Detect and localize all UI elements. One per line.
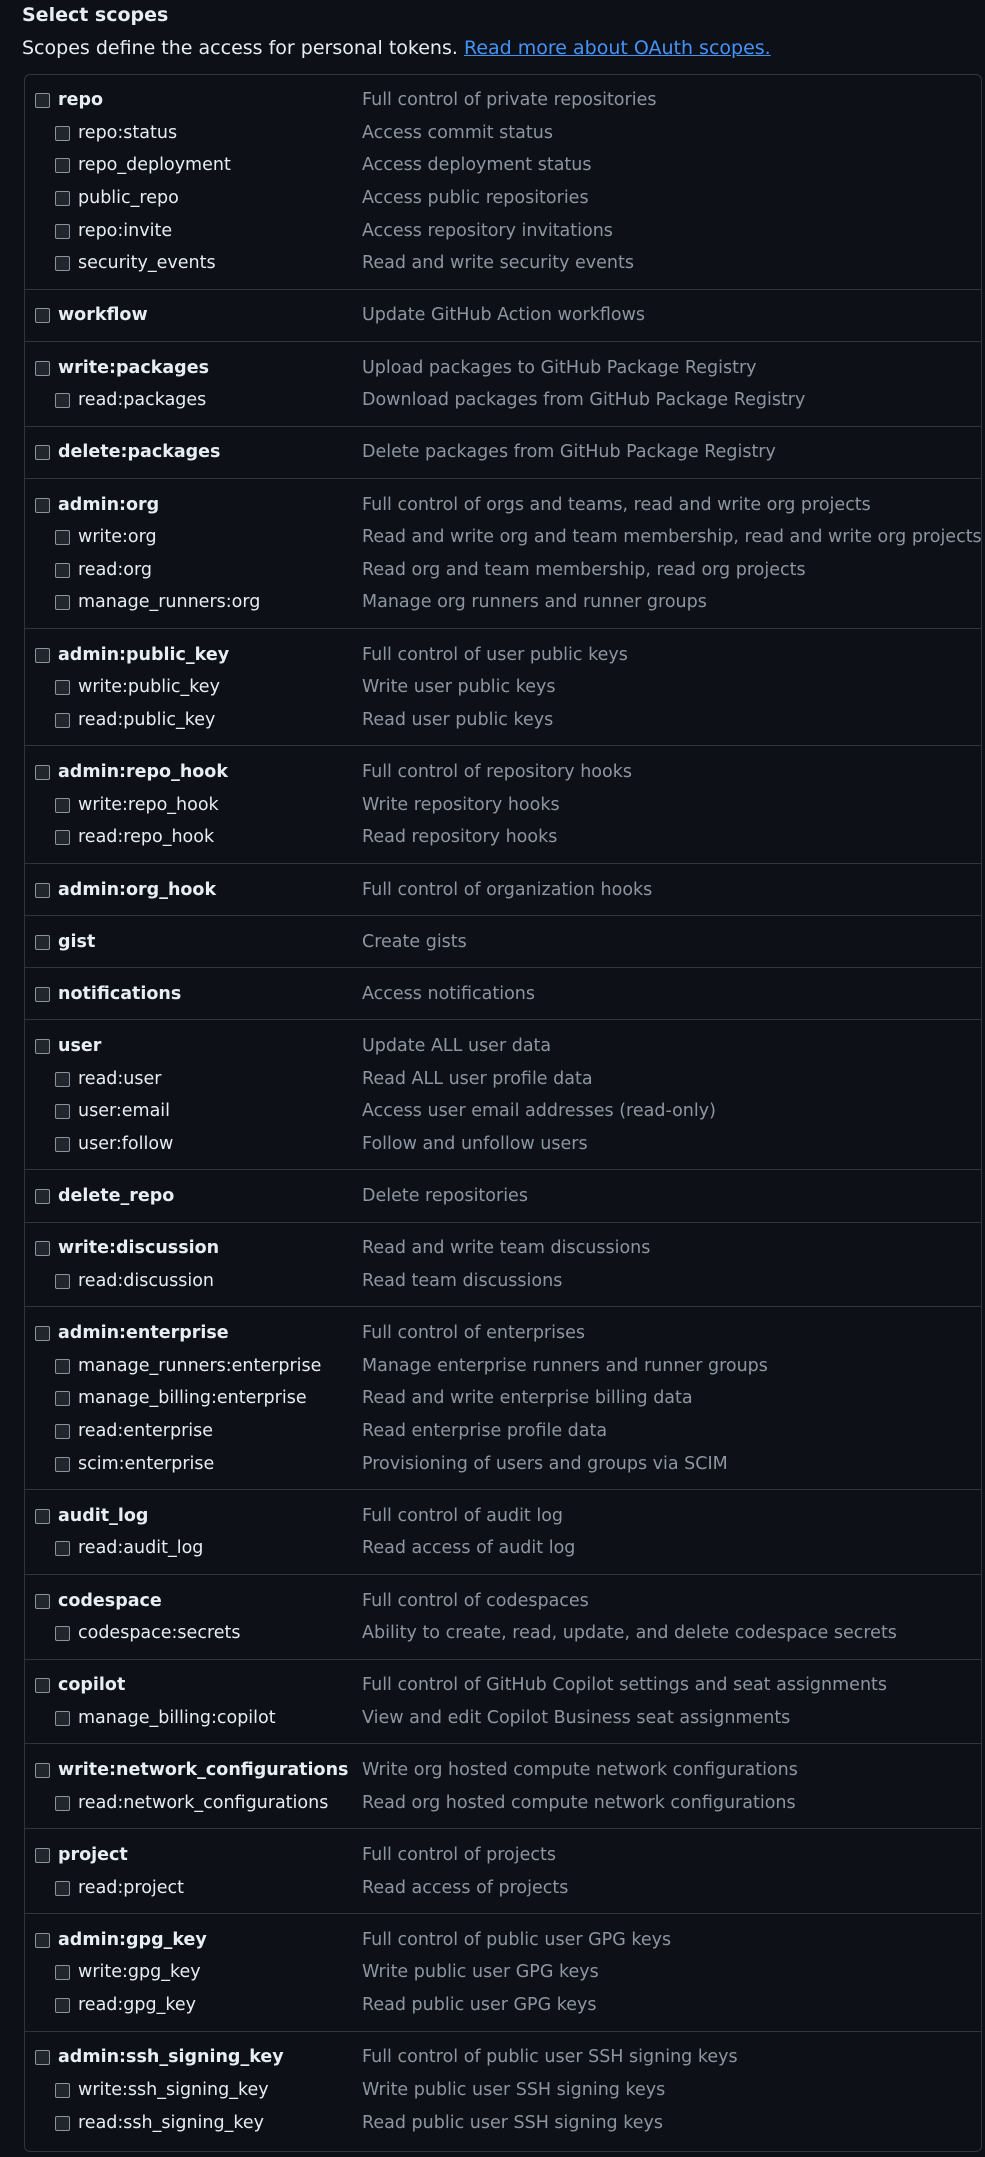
scope-row-read-public-key <box>0 704 985 736</box>
scope-row-read-user <box>0 1063 985 1095</box>
scope-name[interactable]: read:packages <box>78 390 207 411</box>
scope-name[interactable]: public_repo <box>78 188 179 208</box>
scope-name[interactable]: write:repo_hook <box>78 794 219 815</box>
group-divider <box>25 1019 981 1020</box>
scope-row-admin-repo-hook <box>0 756 985 788</box>
scope-row-repo <box>0 84 985 116</box>
scope-name[interactable]: manage_billing:enterprise <box>78 1388 307 1409</box>
scope-row-read-discussion <box>0 1265 985 1297</box>
scope-description: Access deployment status <box>362 155 592 176</box>
scope-row-write-gpg-key <box>0 1956 985 1988</box>
scope-name[interactable]: read:user <box>78 1068 162 1089</box>
scope-checkbox-read-public-key[interactable] <box>55 713 70 728</box>
scope-checkbox-user-follow[interactable] <box>55 1137 70 1152</box>
group-divider <box>25 915 981 916</box>
scope-row-security-events <box>0 247 985 279</box>
scope-checkbox-admin-org[interactable] <box>35 498 50 513</box>
scope-name[interactable]: user:email <box>78 1101 171 1122</box>
group-divider <box>25 1743 981 1744</box>
scope-checkbox-manage-runners-enterprise[interactable] <box>55 1359 70 1374</box>
scope-row-read-project <box>0 1872 985 1904</box>
scope-name[interactable]: delete_repo <box>58 1186 175 1207</box>
scope-row-delete-repo <box>0 1180 985 1212</box>
scope-checkbox-security-events[interactable] <box>55 256 70 271</box>
scope-description: Write user public keys <box>362 677 556 698</box>
scope-checkbox-read-network-configurations[interactable] <box>55 1796 70 1811</box>
scope-description: Follow and unfollow users <box>362 1133 588 1154</box>
scope-name[interactable]: codespace:secrets <box>78 1623 241 1644</box>
scope-checkbox-read-gpg-key[interactable] <box>55 1998 70 2013</box>
scope-description: Update ALL user data <box>362 1035 552 1056</box>
group-divider <box>25 1913 981 1914</box>
scope-description: Full control of public user GPG keys <box>362 1929 672 1950</box>
scope-description: Manage enterprise runners and runner groups <box>362 1355 768 1376</box>
scope-description: Read user public keys <box>362 709 554 730</box>
scope-row-user-email <box>0 1095 985 1127</box>
scope-description: View and edit Copilot Business seat assignments <box>362 1708 791 1728</box>
scope-name[interactable]: write:public_key <box>78 677 220 698</box>
scope-name[interactable]: admin:gpg_key <box>58 1929 207 1950</box>
group-divider <box>25 1169 981 1170</box>
scope-row-read-ssh-signing-key <box>0 2107 985 2139</box>
scope-description: Full control of orgs and teams, read and write org projects <box>362 494 871 515</box>
scope-name[interactable]: write:network_configurations <box>58 1760 349 1781</box>
scope-row-read-org <box>0 554 985 586</box>
scope-name[interactable]: read:gpg_key <box>78 1995 197 2016</box>
scope-name[interactable]: repo:invite <box>78 220 173 241</box>
scope-checkbox-read-project[interactable] <box>55 1881 70 1896</box>
scope-description: Full control of organization hooks <box>362 879 653 900</box>
group-divider <box>25 478 981 479</box>
scope-checkbox-read-repo-hook[interactable] <box>55 830 70 845</box>
scope-description: Write org hosted compute network configurations <box>362 1760 798 1781</box>
scope-name[interactable]: read:repo_hook <box>78 827 215 848</box>
scope-description: Read repository hooks <box>362 827 558 848</box>
scope-checkbox-workflow[interactable] <box>35 308 50 323</box>
scope-description: Update GitHub Action workflows <box>362 305 646 326</box>
scope-row-manage-billing-enterprise <box>0 1382 985 1414</box>
scope-description: Full control of audit log <box>362 1505 564 1526</box>
scope-description: Full control of public user SSH signing keys <box>362 2047 738 2068</box>
scope-name[interactable]: scim:enterprise <box>78 1453 215 1474</box>
section-subtitle <box>22 35 771 61</box>
scope-checkbox-repo-invite[interactable] <box>55 224 70 239</box>
scope-name[interactable]: admin:org_hook <box>58 879 217 900</box>
scope-name[interactable]: repo <box>58 90 104 110</box>
scope-description: Create gists <box>362 931 467 952</box>
scope-checkbox-write-ssh-signing-key[interactable] <box>55 2083 70 2098</box>
scope-row-write-network-configurations <box>0 1754 985 1786</box>
scope-checkbox-write-discussion[interactable] <box>35 1241 50 1256</box>
scope-checkbox-public-repo[interactable] <box>55 191 70 206</box>
scope-name[interactable]: read:ssh_signing_key <box>78 2112 265 2133</box>
scope-checkbox-write-packages[interactable] <box>35 361 50 376</box>
scope-checkbox-admin-ssh-signing-key[interactable] <box>35 2050 50 2065</box>
scope-name[interactable]: write:packages <box>58 357 209 378</box>
scope-checkbox-repo-status[interactable] <box>55 126 70 141</box>
scope-row-gist <box>0 926 985 958</box>
scope-checkbox-delete-packages[interactable] <box>35 445 50 460</box>
scope-row-write-org <box>0 521 985 553</box>
scope-name[interactable]: notifications <box>58 983 182 1004</box>
scope-description: Access repository invitations <box>362 220 613 241</box>
subtitle-text: Scopes define the access for personal tokens. <box>22 37 458 59</box>
scope-checkbox-manage-billing-enterprise[interactable] <box>55 1391 70 1406</box>
group-divider <box>25 967 981 968</box>
scope-description: Full control of codespaces <box>362 1590 589 1611</box>
scope-name[interactable]: workflow <box>58 305 148 326</box>
scope-description: Read and write security events <box>362 253 634 274</box>
scope-checkbox-read-packages[interactable] <box>55 393 70 408</box>
scope-row-write-public-key <box>0 671 985 703</box>
scope-checkbox-admin-enterprise[interactable] <box>35 1326 50 1341</box>
scope-description: Read public user SSH signing keys <box>362 2112 663 2133</box>
scope-name[interactable]: manage_billing:copilot <box>78 1708 276 1728</box>
group-divider <box>25 1306 981 1307</box>
scope-checkbox-write-public-key[interactable] <box>55 680 70 695</box>
scope-description: Ability to create, read, update, and delete codespace secrets <box>362 1623 897 1644</box>
group-divider <box>25 341 981 342</box>
group-divider <box>25 863 981 864</box>
scope-checkbox-read-ssh-signing-key[interactable] <box>55 2116 70 2131</box>
scope-name[interactable]: admin:public_key <box>58 644 230 665</box>
scope-checkbox-read-org[interactable] <box>55 563 70 578</box>
scope-row-read-network-configurations <box>0 1787 985 1819</box>
group-divider <box>25 426 981 427</box>
scope-description: Access notifications <box>362 983 536 1004</box>
scope-checkbox-read-enterprise[interactable] <box>55 1424 70 1439</box>
scope-description: Access public repositories <box>362 188 589 208</box>
scope-checkbox-notifications[interactable] <box>35 987 50 1002</box>
group-divider <box>25 289 981 290</box>
scope-row-write-packages <box>0 352 985 384</box>
scope-checkbox-admin-repo-hook[interactable] <box>35 765 50 780</box>
scope-name[interactable]: admin:repo_hook <box>58 762 228 782</box>
scope-name[interactable]: manage_runners:org <box>78 592 261 613</box>
scope-description: Read and write team discussions <box>362 1238 651 1259</box>
scope-name[interactable]: security_events <box>78 253 216 274</box>
scope-row-codespace-secrets <box>0 1617 985 1649</box>
scope-name[interactable]: user:follow <box>78 1133 174 1154</box>
scope-checkbox-manage-runners-org[interactable] <box>55 595 70 610</box>
scope-description: Full control of repository hooks <box>362 762 632 782</box>
scope-row-manage-runners-org <box>0 586 985 618</box>
scope-row-repo-deployment <box>0 149 985 181</box>
scope-row-project <box>0 1839 985 1871</box>
scope-description: Upload packages to GitHub Package Registry <box>362 357 757 378</box>
scope-row-admin-org <box>0 489 985 521</box>
scope-checkbox-admin-public-key[interactable] <box>35 648 50 663</box>
scope-description: Write public user SSH signing keys <box>362 2079 666 2100</box>
scope-description: Read ALL user profile data <box>362 1068 593 1089</box>
scope-row-read-gpg-key <box>0 1989 985 2021</box>
group-divider <box>25 1489 981 1490</box>
scope-row-read-repo-hook <box>0 821 985 853</box>
scope-checkbox-repo[interactable] <box>35 93 50 108</box>
scope-description: Full control of private repositories <box>362 90 657 110</box>
group-divider <box>25 745 981 746</box>
scope-row-user <box>0 1030 985 1062</box>
scope-row-admin-ssh-signing-key <box>0 2041 985 2073</box>
scope-name[interactable]: user <box>58 1035 102 1056</box>
scope-name[interactable]: write:ssh_signing_key <box>78 2079 269 2100</box>
scope-row-repo-invite <box>0 215 985 247</box>
group-divider <box>25 1574 981 1575</box>
scope-row-read-enterprise <box>0 1415 985 1447</box>
scope-checkbox-manage-billing-copilot[interactable] <box>55 1711 70 1726</box>
scope-row-write-discussion <box>0 1232 985 1264</box>
scope-checkbox-write-repo-hook[interactable] <box>55 798 70 813</box>
scope-checkbox-admin-org-hook[interactable] <box>35 883 50 898</box>
scope-row-audit-log <box>0 1500 985 1532</box>
scope-row-write-repo-hook <box>0 789 985 821</box>
scope-name[interactable]: read:discussion <box>78 1270 215 1291</box>
scope-name[interactable]: admin:enterprise <box>58 1323 229 1343</box>
scope-checkbox-delete-repo[interactable] <box>35 1189 50 1204</box>
group-divider <box>25 2031 981 2032</box>
scope-row-notifications <box>0 978 985 1010</box>
group-divider <box>25 628 981 629</box>
scope-name[interactable]: copilot <box>58 1675 126 1696</box>
scope-description: Access user email addresses (read-only) <box>362 1101 716 1122</box>
scope-checkbox-codespace-secrets[interactable] <box>55 1626 70 1641</box>
oauth-scopes-link[interactable]: Read more about OAuth scopes. <box>463 37 771 59</box>
scope-checkbox-read-discussion[interactable] <box>55 1274 70 1289</box>
scope-name[interactable]: admin:ssh_signing_key <box>58 2047 284 2068</box>
scope-name[interactable]: audit_log <box>58 1505 149 1526</box>
scope-description: Read and write enterprise billing data <box>362 1388 693 1409</box>
scope-row-delete-packages <box>0 436 985 468</box>
scope-checkbox-project[interactable] <box>35 1848 50 1863</box>
scope-checkbox-user[interactable] <box>35 1039 50 1054</box>
scope-name[interactable]: codespace <box>58 1590 162 1611</box>
scope-row-copilot <box>0 1669 985 1701</box>
scope-name[interactable]: gist <box>58 931 96 952</box>
scope-description: Delete packages from GitHub Package Registry <box>362 442 776 463</box>
scope-row-scim-enterprise <box>0 1448 985 1480</box>
scope-description: Delete repositories <box>362 1186 528 1207</box>
scope-name[interactable]: read:network_configurations <box>78 1792 329 1813</box>
scope-description: Write public user GPG keys <box>362 1962 599 1983</box>
scope-description: Full control of enterprises <box>362 1323 585 1343</box>
scope-description: Read access of audit log <box>362 1538 576 1559</box>
scope-row-admin-gpg-key <box>0 1924 985 1956</box>
scope-checkbox-read-audit-log[interactable] <box>55 1541 70 1556</box>
scope-row-manage-billing-copilot <box>0 1702 985 1734</box>
scope-checkbox-copilot[interactable] <box>35 1678 50 1693</box>
scope-checkbox-write-network-configurations[interactable] <box>35 1763 50 1778</box>
scope-row-public-repo <box>0 182 985 214</box>
scope-row-admin-org-hook <box>0 874 985 906</box>
scope-description: Full control of user public keys <box>362 644 628 665</box>
scope-description: Write repository hooks <box>362 794 560 815</box>
group-divider <box>25 1222 981 1223</box>
scope-name[interactable]: write:gpg_key <box>78 1962 201 1983</box>
group-divider <box>25 1659 981 1660</box>
scope-checkbox-gist[interactable] <box>35 935 50 950</box>
scope-checkbox-codespace[interactable] <box>35 1594 50 1609</box>
scope-description: Access commit status <box>362 122 553 143</box>
scope-checkbox-read-user[interactable] <box>55 1072 70 1087</box>
scope-name[interactable]: delete:packages <box>58 442 221 463</box>
scope-name[interactable]: write:org <box>78 527 157 548</box>
scope-name[interactable]: read:project <box>78 1877 185 1898</box>
scope-checkbox-repo-deployment[interactable] <box>55 158 70 173</box>
scope-checkbox-write-org[interactable] <box>55 530 70 545</box>
scope-checkbox-scim-enterprise[interactable] <box>55 1457 70 1472</box>
scope-description: Read enterprise profile data <box>362 1421 608 1441</box>
scope-description: Read public user GPG keys <box>362 1995 597 2016</box>
scope-row-codespace <box>0 1585 985 1617</box>
scope-row-read-packages <box>0 384 985 416</box>
scope-row-repo-status <box>0 117 985 149</box>
scope-name[interactable]: read:org <box>78 559 153 580</box>
scope-name[interactable]: read:enterprise <box>78 1421 214 1441</box>
scope-name[interactable]: project <box>58 1845 128 1865</box>
scope-checkbox-user-email[interactable] <box>55 1104 70 1119</box>
scope-name[interactable]: read:audit_log <box>78 1538 204 1559</box>
scope-row-write-ssh-signing-key <box>0 2074 985 2106</box>
scope-row-admin-enterprise <box>0 1317 985 1349</box>
scope-name[interactable]: read:public_key <box>78 709 216 730</box>
scope-description: Read and write org and team membership, read and write org projects <box>362 527 982 548</box>
group-divider <box>25 1828 981 1829</box>
scope-description: Full control of GitHub Copilot settings and seat assignments <box>362 1675 888 1696</box>
scope-row-user-follow <box>0 1128 985 1160</box>
scope-name[interactable]: admin:org <box>58 494 160 515</box>
scope-description: Manage org runners and runner groups <box>362 592 707 613</box>
scope-name[interactable]: manage_runners:enterprise <box>78 1355 322 1376</box>
scope-description: Read team discussions <box>362 1270 563 1291</box>
scope-checkbox-admin-gpg-key[interactable] <box>35 1933 50 1948</box>
scope-checkbox-audit-log[interactable] <box>35 1509 50 1524</box>
scope-description: Read org and team membership, read org projects <box>362 559 806 580</box>
scope-name[interactable]: repo_deployment <box>78 155 231 176</box>
scope-row-manage-runners-enterprise <box>0 1350 985 1382</box>
scope-description: Full control of projects <box>362 1845 556 1865</box>
scope-name[interactable]: repo:status <box>78 122 178 143</box>
scope-checkbox-write-gpg-key[interactable] <box>55 1965 70 1980</box>
section-title: Select scopes <box>22 4 169 26</box>
scope-name[interactable]: write:discussion <box>58 1238 220 1259</box>
scope-description: Read org hosted compute network configurations <box>362 1792 796 1813</box>
scope-row-workflow <box>0 299 985 331</box>
scope-row-admin-public-key <box>0 639 985 671</box>
scope-description: Read access of projects <box>362 1877 569 1898</box>
scope-description: Download packages from GitHub Package Registry <box>362 390 806 411</box>
scope-row-read-audit-log <box>0 1532 985 1564</box>
scope-description: Provisioning of users and groups via SCIM <box>362 1453 728 1474</box>
